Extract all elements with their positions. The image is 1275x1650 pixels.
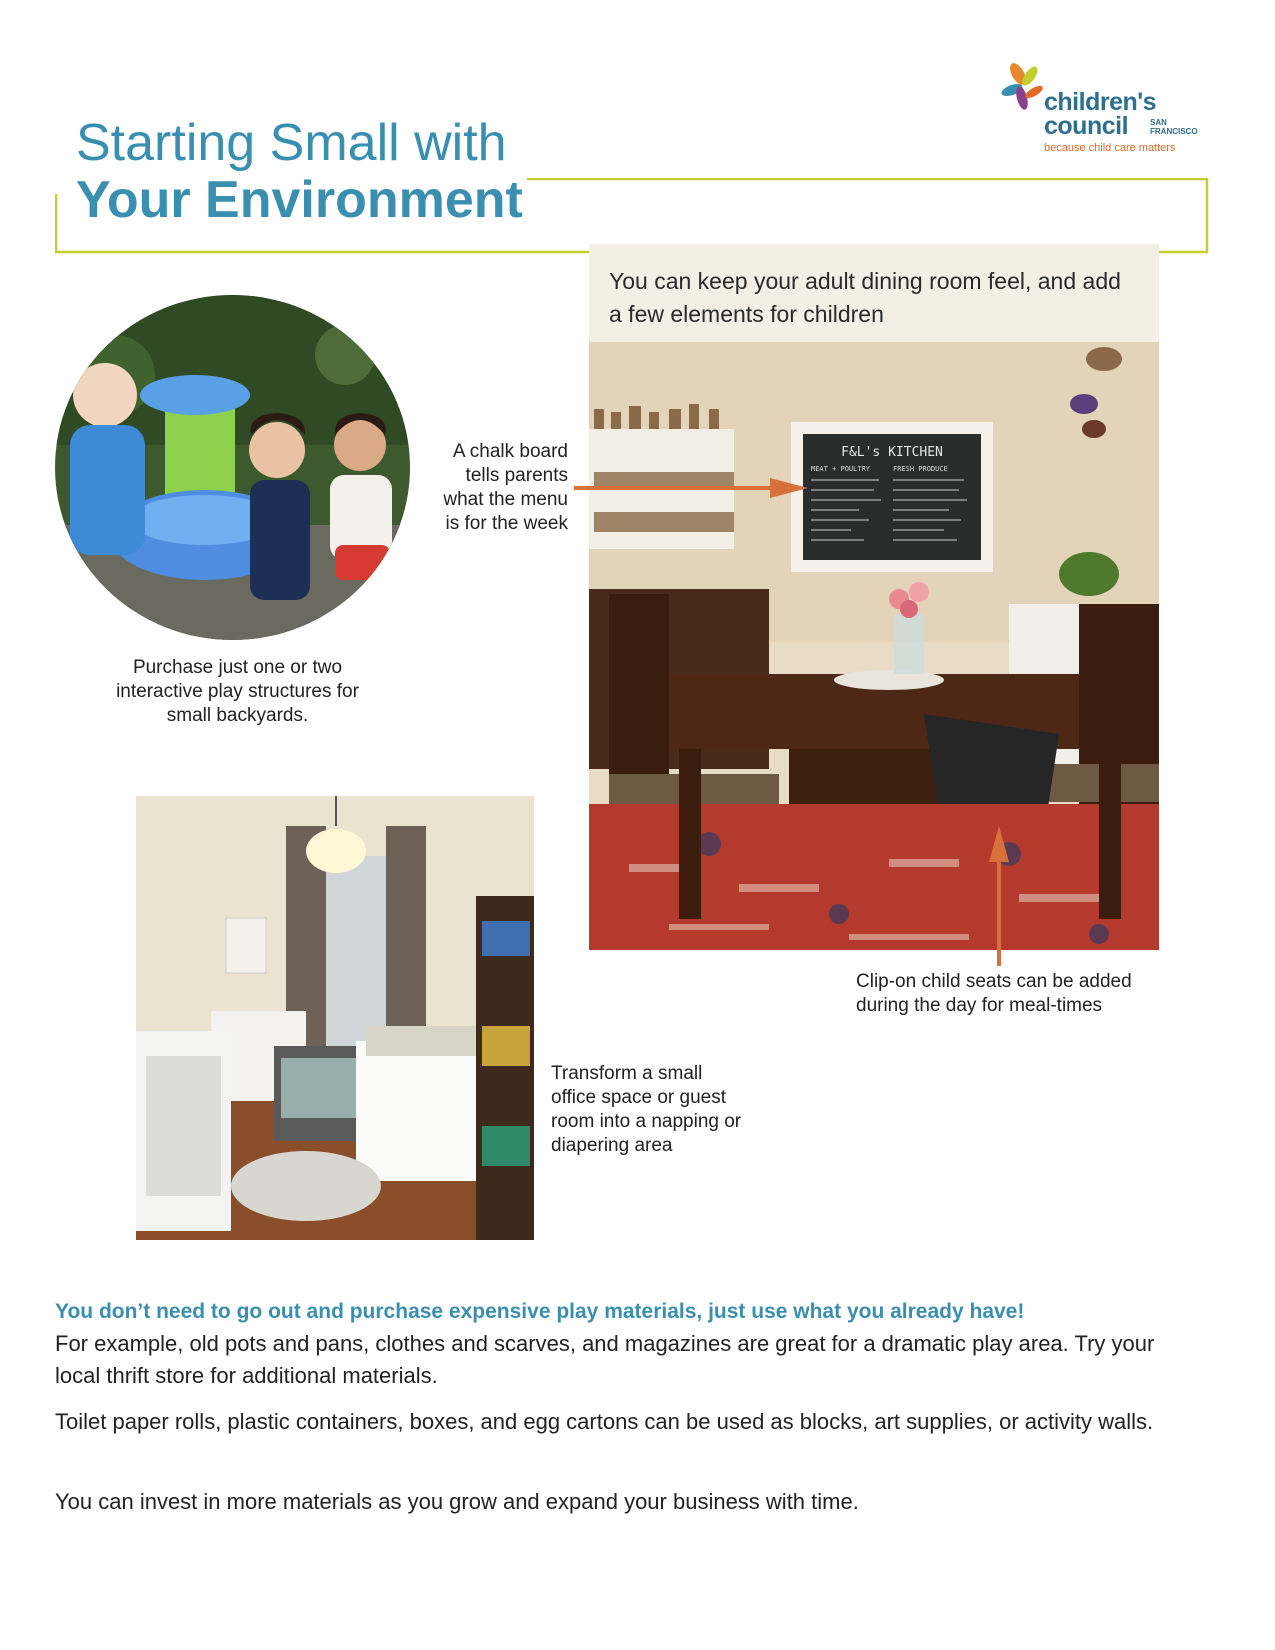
dining-room-banner-text: You can keep your adult dining room feel, and add a few elements for children xyxy=(609,268,1121,327)
logo-san-francisco: SAN FRANCISCO xyxy=(1150,118,1198,136)
page-title-line1: Starting Small with xyxy=(76,114,507,172)
dining-room-photo xyxy=(589,244,1159,950)
chalkboard-caption: A chalk board tells parents what the menu is for the week xyxy=(443,441,568,534)
body-paragraph-3: You can invest in more materials as you grow and expand your business with time. xyxy=(55,1489,859,1514)
logo-tagline: because child care matters xyxy=(1044,142,1176,154)
backyard-play-photo xyxy=(55,295,410,640)
body-lead-sentence: You don’t need to go out and purchase expensive play materials, just use what you already have! xyxy=(55,1300,1025,1323)
body-paragraph-1 xyxy=(55,1296,1205,1392)
chalkboard-col1-heading: MEAT + POULTRY xyxy=(811,465,871,473)
nap-room-caption: Transform a small office space or guest room into a napping or diapering area xyxy=(551,1063,742,1156)
chalkboard-title: F&L's KITCHEN xyxy=(841,445,943,460)
logo-word-childrens: children's xyxy=(1044,88,1157,116)
logo-word-council: council xyxy=(1044,112,1129,140)
chalkboard-col2-heading: FRESH PRODUCE xyxy=(893,465,948,473)
body-text-1: For example, old pots and pans, clothes and scarves, and magazines are great for a dramatic play area. Try your local thrift store for additional materials. xyxy=(55,1331,1155,1388)
nap-room-photo xyxy=(136,796,534,1240)
clip-seat-arrow xyxy=(987,824,1011,966)
clip-seat-caption: Clip-on child seats can be added during the day for meal-times xyxy=(856,971,1132,1016)
body-paragraph-2: Toilet paper rolls, plastic containers, boxes, and egg cartons can be used as blocks, art supplies, or activity walls. xyxy=(55,1409,1154,1434)
page-title-line2: Your Environment xyxy=(76,171,523,229)
play-structure-caption: Purchase just one or two interactive play structures for small backyards. xyxy=(116,657,359,726)
childrens-council-logo xyxy=(1000,60,1210,160)
chalkboard-arrow xyxy=(574,476,810,500)
